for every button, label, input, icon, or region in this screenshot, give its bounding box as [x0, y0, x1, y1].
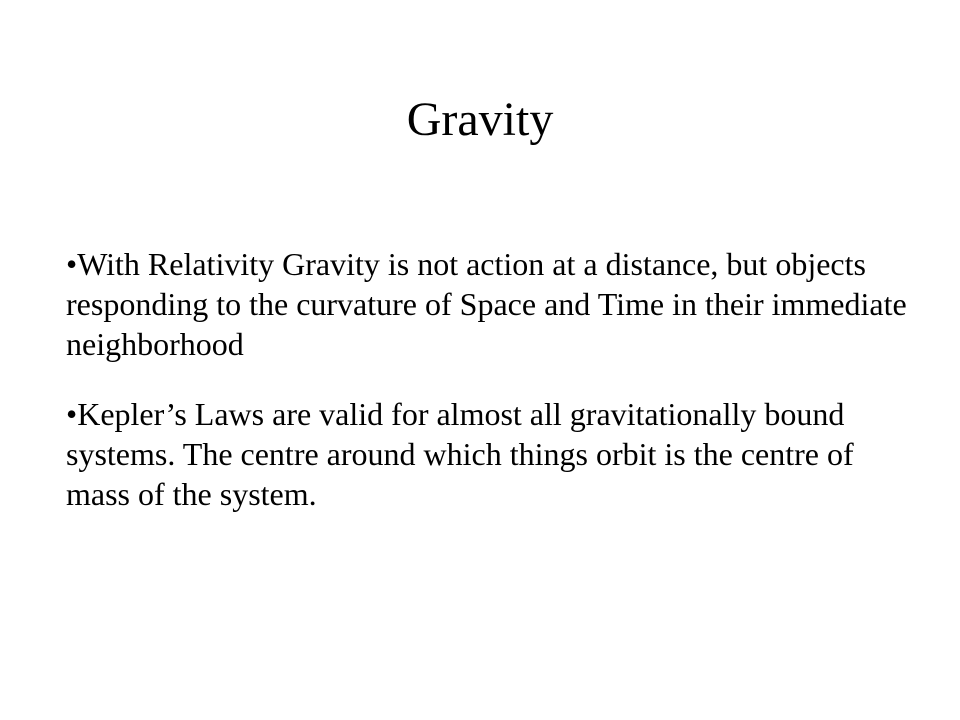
bullet-mark: •: [66, 396, 78, 432]
bullet-item-kepler: [66, 394, 916, 514]
bullet-text: With Relativity Gravity is not action at a distance, but objects responding to the curvature of Space and Time in their immediate neighborhood: [66, 246, 907, 362]
slide-title: Gravity: [406, 93, 554, 146]
bullet-item-relativity: [66, 244, 916, 364]
bullet-list: [66, 244, 916, 544]
bullet-text: Kepler’s Laws are valid for almost all gravitationally bound systems. The centre around which things orbit is the centre of mass of the system.: [66, 396, 854, 512]
bullet-mark: •: [66, 246, 78, 282]
